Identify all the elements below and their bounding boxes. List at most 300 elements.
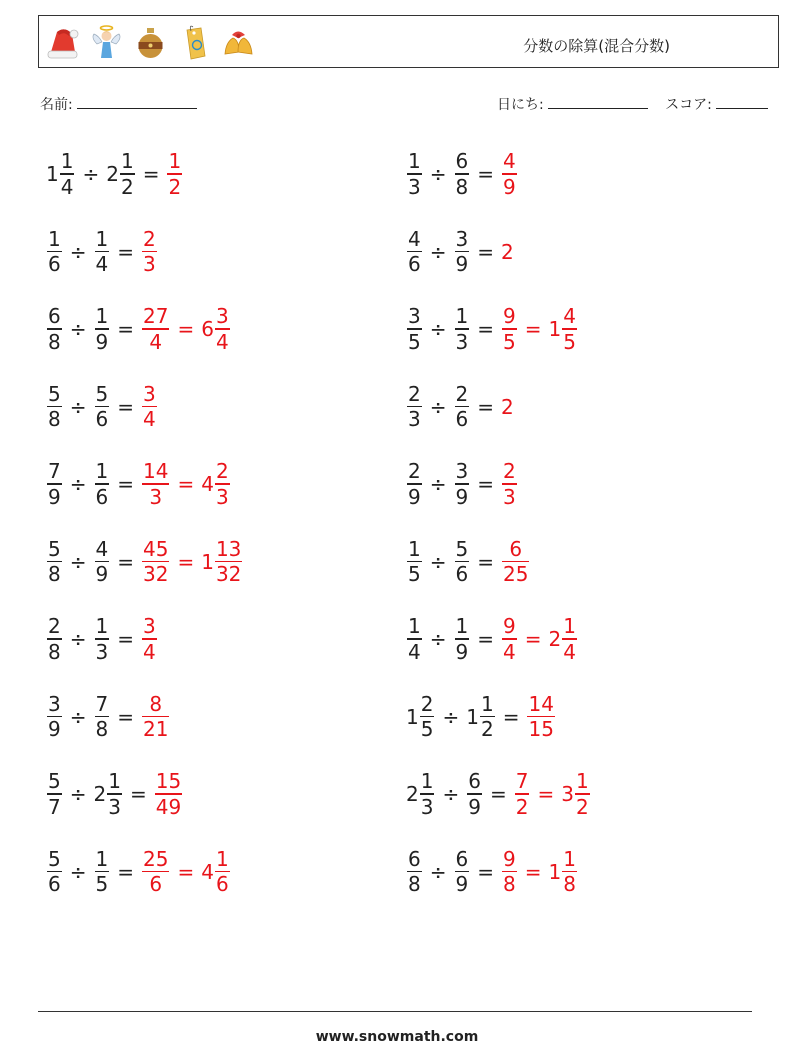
denominator: 8	[455, 174, 469, 199]
dividend	[46, 227, 63, 277]
score-label: スコア:	[665, 97, 712, 113]
denominator: 8	[503, 872, 516, 897]
denominator: 8	[48, 329, 61, 354]
answer-mixed-number	[201, 537, 243, 587]
numerator: 1	[120, 149, 134, 174]
answer	[141, 227, 158, 277]
divide-sign: ÷	[69, 859, 87, 884]
numerator: 5	[455, 536, 469, 561]
numerator: 1	[408, 149, 421, 174]
fraction	[215, 304, 230, 354]
problem	[406, 532, 530, 592]
fraction	[420, 692, 435, 742]
fraction	[407, 847, 422, 897]
denominator: 3	[143, 252, 156, 277]
answer-mixed-number	[201, 459, 230, 509]
numerator: 8	[149, 691, 163, 716]
numerator: 7	[95, 691, 109, 716]
dividend	[46, 769, 63, 819]
fraction	[562, 614, 577, 664]
equals-sign: =	[477, 549, 494, 574]
answer	[514, 769, 591, 819]
answer	[141, 304, 231, 354]
answer-mixed-number	[549, 304, 578, 354]
denominator: 8	[95, 717, 109, 742]
whole-number: 4	[201, 472, 214, 496]
denominator: 9	[95, 329, 109, 354]
answer	[141, 459, 231, 509]
problem	[46, 609, 158, 669]
fraction	[95, 537, 110, 587]
name-label: 名前:	[40, 97, 73, 113]
denominator: 2	[120, 174, 134, 199]
denominator: 4	[215, 329, 229, 354]
fraction	[215, 459, 230, 509]
problem	[46, 687, 170, 747]
whole-number: 1	[548, 859, 562, 884]
denominator: 32	[143, 562, 169, 587]
problem	[46, 222, 158, 282]
numerator: 1	[215, 846, 229, 871]
denominator: 6	[48, 252, 61, 277]
denominator: 4	[149, 329, 163, 354]
problem	[46, 532, 243, 592]
whole-number: 3	[561, 782, 574, 806]
divide-sign: ÷	[442, 704, 460, 729]
fraction	[107, 769, 122, 819]
fraction	[95, 382, 110, 432]
denominator: 15	[528, 717, 554, 742]
fraction	[47, 382, 62, 432]
answer-equals-sign: =	[177, 472, 195, 496]
fraction	[47, 304, 62, 354]
divisor	[94, 227, 111, 277]
fraction	[95, 847, 110, 897]
dividend	[406, 382, 423, 432]
denominator: 3	[215, 484, 229, 509]
whole-number: 2	[548, 627, 562, 651]
fraction	[407, 459, 422, 509]
denominator: 7	[48, 794, 61, 819]
fraction	[407, 537, 422, 587]
dividend	[46, 847, 63, 897]
numerator: 1	[60, 149, 74, 174]
problem	[406, 222, 514, 282]
answer-fraction	[142, 304, 169, 354]
denominator: 9	[48, 717, 61, 742]
answer	[501, 847, 578, 897]
fraction	[455, 614, 470, 664]
numerator: 1	[95, 459, 109, 484]
numerator: 2	[143, 226, 156, 251]
answer	[526, 692, 555, 742]
equals-sign: =	[502, 704, 520, 729]
dividend	[46, 149, 75, 199]
numerator: 2	[503, 459, 516, 484]
numerator: 3	[143, 381, 156, 406]
fraction	[455, 537, 470, 587]
denominator: 8	[48, 639, 61, 664]
problem	[406, 144, 518, 204]
numerator: 1	[575, 769, 589, 794]
divisor	[454, 304, 471, 354]
divisor	[94, 459, 111, 509]
numerator: 14	[143, 459, 169, 484]
denominator: 9	[455, 484, 469, 509]
divisor	[106, 149, 135, 199]
numerator: 6	[468, 769, 481, 794]
denominator: 3	[408, 174, 421, 199]
denominator: 4	[408, 639, 421, 664]
fraction	[480, 692, 495, 742]
denominator: 4	[503, 639, 516, 664]
footer-divider	[38, 1011, 752, 1012]
dividend	[406, 614, 423, 664]
problem	[406, 764, 591, 824]
numerator: 45	[143, 536, 169, 561]
answer-fraction	[527, 692, 554, 742]
denominator: 9	[503, 174, 516, 199]
denominator: 6	[95, 484, 109, 509]
fraction	[407, 149, 422, 199]
numerator: 5	[48, 381, 61, 406]
denominator: 2	[515, 794, 529, 819]
answer-fraction	[502, 847, 517, 897]
fraction	[95, 304, 110, 354]
numerator: 1	[95, 304, 109, 329]
answer-equals-sign: =	[524, 859, 542, 884]
divide-sign: ÷	[69, 472, 87, 496]
numerator: 1	[95, 226, 109, 251]
denominator: 9	[408, 484, 421, 509]
denominator: 2	[575, 794, 589, 819]
dividend	[406, 769, 435, 819]
numerator: 1	[563, 614, 576, 639]
numerator: 2	[455, 381, 469, 406]
numerator: 1	[168, 149, 182, 174]
fraction	[215, 847, 230, 897]
dividend	[46, 304, 63, 354]
divide-sign: ÷	[69, 239, 87, 264]
fraction	[407, 227, 422, 277]
denominator: 3	[408, 407, 421, 432]
numerator: 1	[95, 846, 109, 871]
divide-sign: ÷	[69, 317, 87, 341]
fraction	[455, 382, 470, 432]
denominator: 8	[48, 562, 61, 587]
divide-sign: ÷	[429, 317, 447, 341]
numerator: 5	[48, 769, 61, 794]
answer-fraction	[502, 459, 517, 509]
fraction	[95, 459, 110, 509]
denominator: 6	[455, 562, 469, 587]
divide-sign: ÷	[429, 627, 447, 651]
numerator: 6	[509, 536, 523, 561]
divide-sign: ÷	[69, 782, 87, 806]
fraction	[562, 847, 577, 897]
denominator: 5	[95, 872, 109, 897]
numerator: 9	[503, 614, 516, 639]
numerator: 1	[408, 536, 421, 561]
problem	[46, 377, 158, 437]
whole-number: 2	[93, 782, 107, 806]
denominator: 2	[168, 174, 182, 199]
numerator: 3	[408, 304, 421, 329]
fraction	[47, 459, 62, 509]
problem	[46, 454, 231, 514]
denominator: 5	[503, 329, 516, 354]
numerator: 1	[480, 691, 494, 716]
answer-equals-sign: =	[524, 317, 542, 341]
denominator: 4	[563, 639, 576, 664]
numerator: 15	[155, 769, 182, 794]
dividend	[46, 382, 63, 432]
divide-sign: ÷	[442, 782, 460, 806]
divisor	[454, 227, 471, 277]
fraction	[420, 769, 435, 819]
fraction	[455, 227, 470, 277]
denominator: 49	[155, 794, 182, 819]
problem	[406, 842, 578, 902]
numerator: 25	[143, 846, 169, 871]
fraction	[95, 614, 110, 664]
denominator: 8	[563, 872, 576, 897]
divide-sign: ÷	[69, 627, 87, 651]
divide-sign: ÷	[429, 472, 447, 496]
denominator: 2	[480, 717, 494, 742]
numerator: 2	[420, 691, 434, 716]
equals-sign: =	[117, 627, 134, 651]
numerator: 3	[215, 304, 229, 329]
divide-sign: ÷	[429, 549, 447, 574]
dividend	[46, 537, 63, 587]
dividend	[406, 149, 423, 199]
equals-sign: =	[142, 162, 160, 186]
dividend	[46, 614, 63, 664]
equals-sign: =	[117, 472, 134, 496]
numerator: 2	[408, 381, 421, 406]
numerator: 6	[408, 846, 421, 871]
divisor	[454, 537, 471, 587]
answer	[141, 614, 158, 664]
divisor	[94, 847, 111, 897]
numerator: 1	[563, 846, 576, 871]
denominator: 3	[149, 484, 163, 509]
equals-sign: =	[477, 472, 494, 496]
numerator: 1	[108, 769, 121, 794]
denominator: 3	[455, 329, 469, 354]
numerator: 2	[215, 459, 229, 484]
denominator: 5	[408, 562, 421, 587]
whole-number: 1	[201, 549, 214, 574]
fraction	[47, 769, 62, 819]
denominator: 6	[408, 252, 421, 277]
denominator: 6	[149, 872, 163, 897]
numerator: 27	[143, 304, 169, 329]
equals-sign: =	[129, 782, 147, 806]
equals-sign: =	[489, 782, 507, 806]
denominator: 9	[455, 252, 469, 277]
problem	[406, 454, 518, 514]
numerator: 3	[48, 691, 61, 716]
equals-sign: =	[117, 859, 134, 884]
answer	[501, 240, 514, 264]
whole-number: 1	[406, 704, 419, 729]
equals-sign: =	[117, 549, 134, 574]
dividend	[46, 459, 63, 509]
denominator: 6	[48, 872, 61, 897]
answer-fraction	[502, 537, 529, 587]
answer	[501, 304, 578, 354]
answer	[141, 692, 170, 742]
problem	[46, 144, 183, 204]
numerator: 4	[95, 536, 109, 561]
dividend	[406, 227, 423, 277]
divisor	[94, 769, 123, 819]
numerator: 2	[408, 459, 421, 484]
equals-sign: =	[117, 704, 134, 729]
divisor	[454, 149, 471, 199]
fraction	[95, 692, 110, 742]
denominator: 9	[468, 794, 481, 819]
answer-equals-sign: =	[537, 782, 555, 806]
divisor	[94, 382, 111, 432]
denominator: 3	[420, 794, 434, 819]
problem	[46, 764, 183, 824]
divisor	[466, 692, 495, 742]
denominator: 9	[48, 484, 61, 509]
denominator: 4	[143, 407, 156, 432]
fraction	[407, 614, 422, 664]
equals-sign: =	[477, 627, 494, 651]
worksheet-title: 分数の除算(混合分数)	[523, 37, 670, 55]
answer-fraction	[502, 149, 517, 199]
answer-fraction	[515, 769, 530, 819]
answer	[501, 614, 578, 664]
divide-sign: ÷	[429, 859, 447, 884]
denominator: 9	[95, 562, 109, 587]
divide-sign: ÷	[69, 704, 87, 729]
denominator: 6	[215, 872, 229, 897]
denominator: 6	[95, 407, 109, 432]
divisor	[454, 382, 471, 432]
problem	[406, 377, 514, 437]
fraction	[47, 614, 62, 664]
answer-mixed-number	[549, 614, 578, 664]
answer-fraction	[502, 614, 517, 664]
numerator: 1	[48, 226, 61, 251]
fraction	[95, 227, 110, 277]
numerator: 6	[455, 149, 469, 174]
numerator: 9	[503, 304, 516, 329]
numerator: 5	[48, 536, 61, 561]
denominator: 3	[503, 484, 516, 509]
problem	[406, 299, 578, 359]
answer-fraction	[502, 304, 517, 354]
answer	[501, 459, 518, 509]
dividend	[46, 692, 63, 742]
answer-equals-sign: =	[177, 549, 195, 574]
divisor	[454, 614, 471, 664]
denominator: 5	[408, 329, 421, 354]
numerator: 4	[503, 149, 516, 174]
denominator: 5	[563, 329, 576, 354]
denominator: 8	[48, 407, 61, 432]
answer-fraction	[142, 382, 157, 432]
numerator: 13	[215, 536, 242, 561]
divide-sign: ÷	[429, 394, 447, 419]
divide-sign: ÷	[429, 162, 447, 186]
fraction	[455, 149, 470, 199]
denominator: 4	[143, 639, 156, 664]
problem	[46, 842, 231, 902]
fraction	[455, 304, 470, 354]
whole-number: 4	[201, 859, 214, 884]
fraction	[407, 304, 422, 354]
whole-number: 2	[106, 162, 119, 186]
numerator: 1	[420, 769, 434, 794]
answer	[141, 847, 231, 897]
numerator: 7	[48, 459, 61, 484]
equals-sign: =	[477, 394, 494, 419]
denominator: 3	[108, 794, 121, 819]
answer	[501, 149, 518, 199]
dividend	[406, 304, 423, 354]
whole-number: 1	[466, 704, 479, 729]
fraction	[47, 537, 62, 587]
answer	[166, 149, 183, 199]
fraction	[60, 149, 75, 199]
whole-number: 6	[201, 317, 214, 341]
divisor	[94, 304, 111, 354]
answer-fraction	[167, 149, 182, 199]
numerator: 1	[455, 304, 469, 329]
fraction	[407, 382, 422, 432]
answer-mixed-number	[201, 304, 230, 354]
whole-number: 1	[46, 162, 59, 186]
fraction	[562, 304, 577, 354]
answer-fraction	[142, 537, 169, 587]
fraction	[575, 769, 590, 819]
answer-mixed-number	[561, 769, 590, 819]
answer-fraction	[155, 769, 182, 819]
equals-sign: =	[477, 317, 494, 341]
fraction	[455, 459, 470, 509]
problem	[46, 299, 231, 359]
answer	[501, 395, 514, 419]
denominator: 4	[95, 252, 109, 277]
numerator: 1	[95, 614, 109, 639]
fraction	[47, 847, 62, 897]
numerator: 2	[48, 614, 61, 639]
denominator: 8	[408, 872, 421, 897]
denominator: 32	[215, 562, 242, 587]
dividend	[406, 537, 423, 587]
numerator: 4	[563, 304, 576, 329]
numerator: 9	[503, 846, 516, 871]
answer-equals-sign: =	[524, 627, 542, 651]
answer-fraction	[142, 227, 157, 277]
fraction	[455, 847, 470, 897]
denominator: 5	[420, 717, 434, 742]
numerator: 5	[48, 846, 61, 871]
dividend	[406, 692, 435, 742]
equals-sign: =	[117, 317, 134, 341]
answer-integer: 2	[501, 394, 514, 419]
divisor	[466, 769, 483, 819]
date-label: 日にち:	[497, 97, 544, 113]
answer	[501, 537, 530, 587]
